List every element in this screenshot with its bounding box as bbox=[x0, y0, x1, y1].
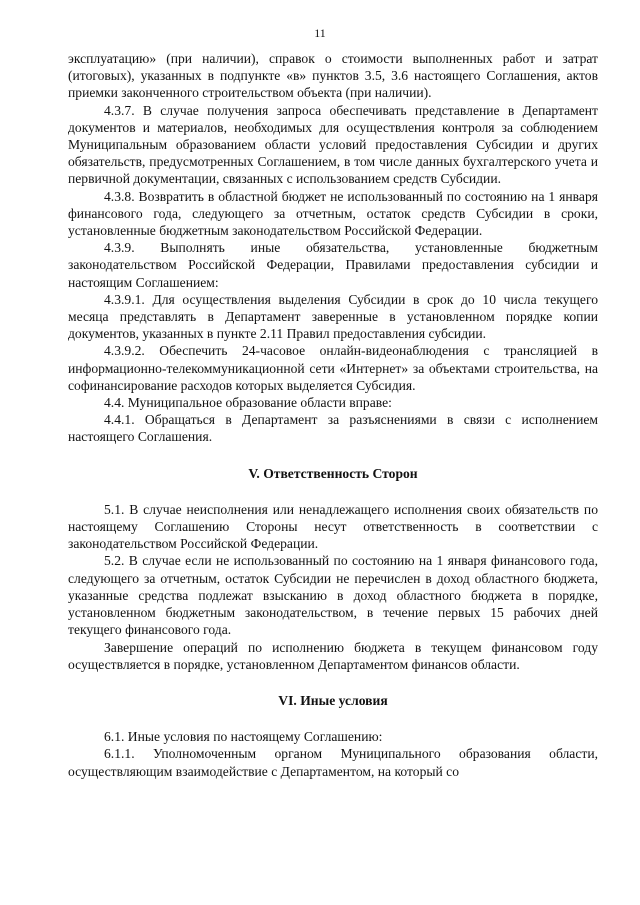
paragraph-6-1: 6.1. Иные условия по настоящему Соглашению: bbox=[104, 729, 383, 745]
page-number: 11 bbox=[314, 26, 326, 40]
paragraph-4-3-9-1: 4.3.9.1. Для осуществления выделения Субсидии в срок до 10 числа текущего месяца представлять в Департамент заверенные в установленном порядке копии документов, указанных в пункте 2.11 Правил предоставления субсидии. bbox=[68, 291, 598, 342]
document-body bbox=[68, 50, 598, 780]
paragraph-6-1-1: 6.1.1. Уполномоченным органом Муниципального образования области, осуществляющим взаимодействие с Департаментом, на который со bbox=[68, 746, 598, 779]
paragraph-4-3-7: 4.3.7. В случае получения запроса обеспечивать представление в Департамент документов и материалов, необходимых для осуществления контроля за соблюдением Муниципальным образованием области условий предоставления Субсидии и других обязательств, предусмотренных Соглашением, в том числе данных бухгалтерского учета и первичной документации, связанных с использованием средств Субсидии. bbox=[68, 102, 598, 187]
paragraph-5-2: 5.2. В случае если не использованный по состоянию на 1 января финансового года, следующего за отчетным, остаток Субсидии не перечислен в доход областного бюджета, указанные средства подлежат взысканию в доход областного бюджета в порядке, установленном бюджетным законодательством, в течение первых 15 рабочих дней текущего финансового года. bbox=[68, 553, 598, 638]
paragraph-continuation: эксплуатацию» (при наличии), справок о стоимости выполненных работ и затрат (итоговых), указанных в подпункте «в» пунктов 3.5, 3.6 настоящего Соглашения, актов приемки законченного строительством объекта (при наличии). bbox=[68, 51, 598, 101]
section-heading-other-conditions: VI. Иные условия bbox=[278, 692, 388, 708]
paragraph-4-3-9: 4.3.9. Выполнять иные обязательства, установленные бюджетным законодательством Российской Федерации, Правилами предоставления субсидии и настоящим Соглашением: bbox=[68, 240, 598, 290]
paragraph-4-4: 4.4. Муниципальное образование области вправе: bbox=[104, 395, 392, 411]
paragraph-4-3-8: 4.3.8. Возвратить в областной бюджет не использованный по состоянию на 1 января финансового года, следующего за отчетным, остаток средств Субсидии в сроки, установленные бюджетным законодательством Российской Федерации. bbox=[68, 188, 598, 239]
paragraph-4-4-1: 4.4.1. Обращаться в Департамент за разъяснениями в связи с исполнением настоящего Соглашения. bbox=[68, 412, 598, 445]
paragraph-budget-completion: Завершение операций по исполнению бюджета в текущем финансовом году осуществляется в порядке, установленном Департаментом финансов области. bbox=[68, 639, 598, 672]
paragraph-5-1: 5.1. В случае неисполнения или ненадлежащего исполнения своих обязательств по настоящему Соглашению Стороны несут ответственность в соответствии с законодательством Российской Федерации. bbox=[68, 501, 598, 552]
section-heading-responsibility: V. Ответственность Сторон bbox=[248, 465, 418, 481]
paragraph-4-3-9-2: 4.3.9.2. Обеспечить 24-часовое онлайн-видеонаблюдения с трансляцией в информационно-телекоммуникационной сети «Интернет» за объектами строительства, на софинансирование расходов которых выделяется Субсидия. bbox=[68, 343, 598, 393]
